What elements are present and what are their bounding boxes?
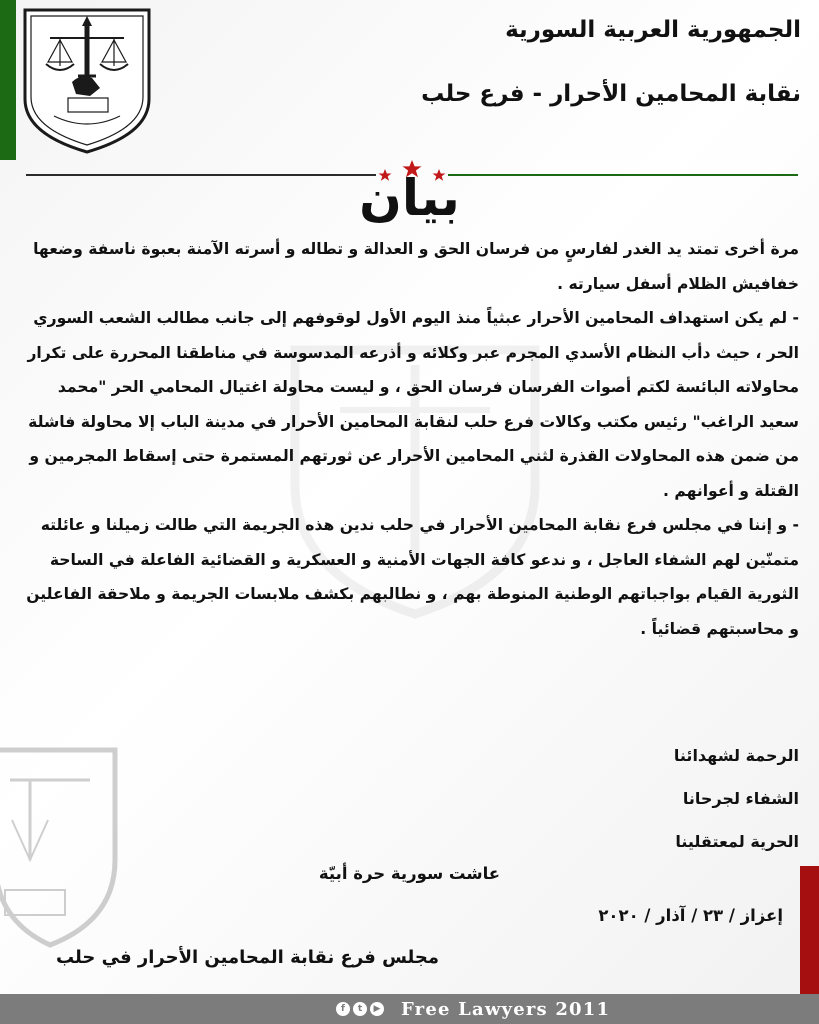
place-date: إعزاز / ٢٣ / آذار / ٢٠٢٠ xyxy=(598,906,783,925)
facebook-icon[interactable]: f xyxy=(336,1002,350,1016)
statement-title: بيان xyxy=(359,169,460,227)
green-accent-bar xyxy=(0,0,16,160)
slogan: عاشت سورية حرة أبيّة xyxy=(318,864,501,883)
footer-bar xyxy=(0,994,819,1024)
twitter-icon[interactable]: t xyxy=(353,1002,367,1016)
lawyers-syndicate-logo xyxy=(22,4,152,154)
brand-text: Free Lawyers 2011 xyxy=(401,998,611,1020)
country-name: الجمهورية العربية السورية xyxy=(505,17,801,43)
closing-line: الشفاء لجرحانا xyxy=(682,789,799,808)
closing-line: الحرية لمعتقلينا xyxy=(675,832,799,851)
faded-logo-icon xyxy=(0,740,120,950)
paragraph: مرة أخرى تمتد يد الغدر لفارسٍ من فرسان الحق و العدالة و تطاله و أسرته الآمنة بعبوة ناسفة وضعها خفافيش الظلام أسفل سيارته . xyxy=(33,240,799,293)
closing-lines xyxy=(674,734,799,863)
header xyxy=(301,10,801,114)
paragraph: - لم يكن استهداف المحامين الأحرار عبثياً منذ اليوم الأول لوقوفهم إلى جانب مطالب الشعب السوري الحر ، حيث دأب النظام الأسدي المجرم عبر وكلائه و أذرعه المدسوسة في مناطقنا المحررة على تكرار محاولاته البائسة لكتم أصوات الفرسان فرسان الحق ، و ليست محاولة اغتيال المحامي الحر "محمد سعيد الراغب" رئيس مكتب وكالات فرع حلب لنقابة المحامين الأحرار في مدينة الباب إلا محاولة فاشلة من ضمن هذه المحاولات القذرة لثني المحامين الأحرار عن ثورتهم المستمرة حتى إسقاط المجرمين و القتلة و أعوانهم . xyxy=(27,309,799,500)
statement-body xyxy=(19,232,799,646)
signature: مجلس فرع نقابة المحامين الأحرار في حلب xyxy=(55,947,439,968)
syndicate-name: نقابة المحامين الأحرار - فرع حلب xyxy=(421,81,801,107)
paragraph: - و إننا في مجلس فرع نقابة المحامين الأحرار في حلب ندين هذه الجريمة التي طالت زميلنا و عائلته متمنّين لهم الشفاء العاجل ، و ندعو كافة الجهات الأمنية و العسكرية و القضائية الفاعلة في الساحة الثورية القيام بواجباتهم الوطنية المنوطة بهم ، و نطالبهم بكشف ملابسات الجريمة و ملاحقة الفاعلين و محاسبتهم قضائياً . xyxy=(26,516,799,638)
closing-line: الرحمة لشهدائنا xyxy=(673,746,799,765)
youtube-icon[interactable]: ▶ xyxy=(370,1002,384,1016)
